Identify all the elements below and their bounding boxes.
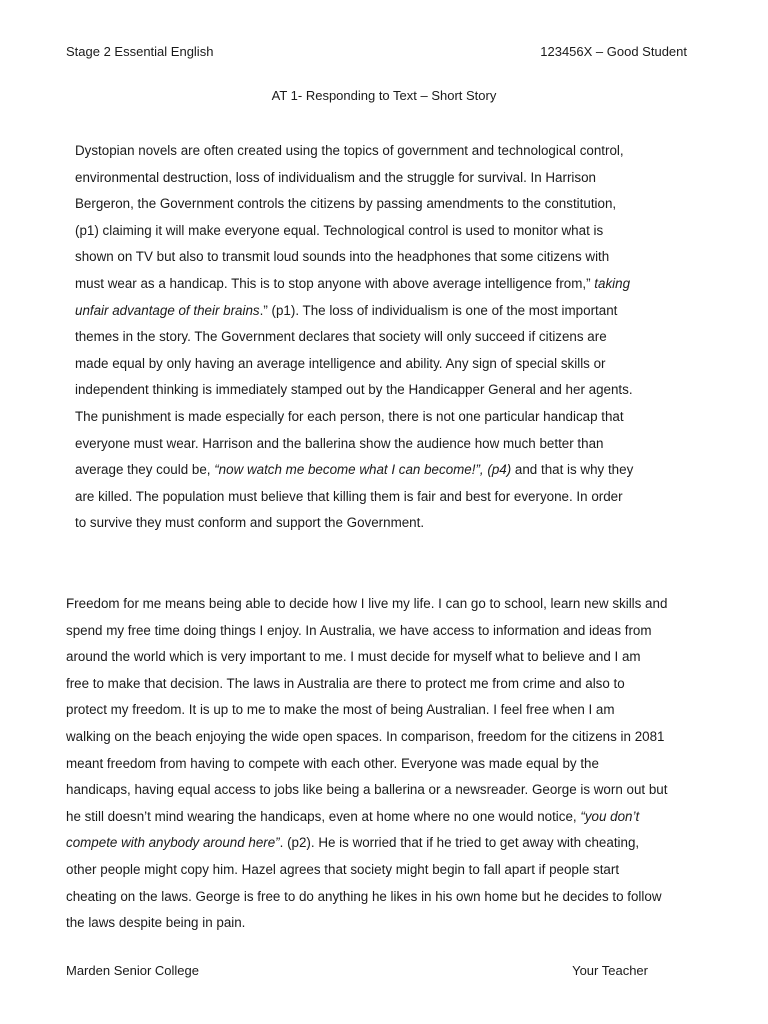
text-line — [66, 804, 711, 831]
quote-text: “now watch me become what I can become!”, (p4) — [214, 462, 512, 478]
text-line — [66, 830, 711, 857]
body-text: .” (p1). The loss of individualism is one of the most important — [259, 302, 618, 318]
body-text: made equal by only having an average intelligence and ability. Any sign of special skills or — [75, 355, 606, 371]
body-text: average they could be, — [75, 462, 215, 478]
text-line — [66, 910, 711, 937]
text-line — [75, 484, 700, 511]
footer-teacher: Your Teacher — [572, 963, 648, 978]
body-text: independent thinking is immediately stamped out by the Handicapper General and her agents. — [75, 382, 633, 398]
body-text: free to make that decision. The laws in Australia are there to protect me from crime and also to — [66, 675, 625, 691]
text-line — [66, 857, 711, 884]
body-text: shown on TV but also to transmit loud sounds into the headphones that some citizens with — [75, 249, 610, 265]
body-text: to survive they must conform and support the Government. — [75, 515, 425, 531]
text-line — [66, 644, 711, 671]
text-line — [75, 191, 700, 218]
body-text: handicaps, having equal access to jobs like being a ballerina or a newsreader. George is worn out but — [66, 782, 668, 798]
body-text: protect my freedom. It is up to me to make the most of being Australian. I feel free when I am — [66, 702, 615, 718]
body-text: Bergeron, the Government controls the citizens by passing amendments to the constitution, — [75, 196, 617, 212]
text-line — [66, 724, 711, 751]
text-line — [75, 218, 700, 245]
quote-text: compete with anybody around here” — [66, 835, 280, 851]
body-text: environmental destruction, loss of individualism and the struggle for survival. In Harrison — [75, 169, 596, 185]
header-student-id: 123456X – Good Student — [540, 44, 687, 59]
text-line — [66, 591, 711, 618]
footer-school: Marden Senior College — [66, 963, 199, 978]
text-line — [75, 271, 700, 298]
text-line — [75, 165, 700, 192]
text-line — [75, 377, 700, 404]
text-line — [75, 138, 700, 165]
text-line — [75, 404, 700, 431]
body-text: and that is why they — [511, 462, 634, 478]
body-text: the laws despite being in pain. — [66, 915, 246, 931]
body-text: are killed. The population must believe that killing them is fair and best for everyone. In order — [75, 488, 623, 504]
text-line — [66, 697, 711, 724]
body-text: around the world which is very important to me. I must decide for myself what to believe and I am — [66, 649, 641, 665]
header-course: Stage 2 Essential English — [66, 44, 214, 59]
body-text: . (p2). He is worried that if he tried to get away with cheating, — [279, 835, 640, 851]
text-line — [66, 671, 711, 698]
body-text: (p1) claiming it will make everyone equal. Technological control is used to monitor what is — [75, 222, 604, 238]
body-text: other people might copy him. Hazel agrees that society might begin to fall apart if people start — [66, 861, 620, 877]
text-line — [75, 510, 700, 537]
text-line — [75, 324, 700, 351]
body-text: he still doesn’t mind wearing the handicaps, even at home where no one would notice, — [66, 808, 581, 824]
text-line — [75, 244, 700, 271]
document-title: AT 1- Responding to Text – Short Story — [271, 88, 497, 103]
quote-text: taking — [594, 275, 631, 291]
text-line — [75, 298, 700, 325]
paragraph-analysis — [75, 138, 700, 537]
body-text: The punishment is made especially for each person, there is not one particular handicap that — [75, 408, 624, 424]
text-line — [75, 431, 700, 458]
body-text: meant freedom from having to compete with each other. Everyone was made equal by the — [66, 755, 599, 771]
quote-text: “you don’t — [580, 808, 640, 824]
text-line — [66, 618, 711, 645]
body-text: cheating on the laws. George is free to do anything he likes in his own home but he decides to follow — [66, 888, 662, 904]
body-text: spend my free time doing things I enjoy. In Australia, we have access to information and ideas from — [66, 622, 652, 638]
text-line — [75, 457, 700, 484]
quote-text: unfair advantage of their brains — [75, 302, 260, 318]
text-line — [66, 777, 711, 804]
paragraph-reflection — [66, 591, 711, 937]
body-text: Freedom for me means being able to decide how I live my life. I can go to school, learn new skills and — [66, 596, 668, 611]
body-text: themes in the story. The Government declares that society will only succeed if citizens are — [75, 329, 607, 345]
text-line — [66, 884, 711, 911]
body-text: walking on the beach enjoying the wide open spaces. In comparison, freedom for the citizens in 2081 — [66, 728, 665, 744]
body-text: must wear as a handicap. This is to stop anyone with above average intelligence from,” — [75, 275, 595, 291]
text-line — [75, 351, 700, 378]
body-text: Dystopian novels are often created using the topics of government and technological control, — [75, 143, 624, 158]
text-line — [66, 751, 711, 778]
body-text: everyone must wear. Harrison and the ballerina show the audience how much better than — [75, 435, 604, 451]
